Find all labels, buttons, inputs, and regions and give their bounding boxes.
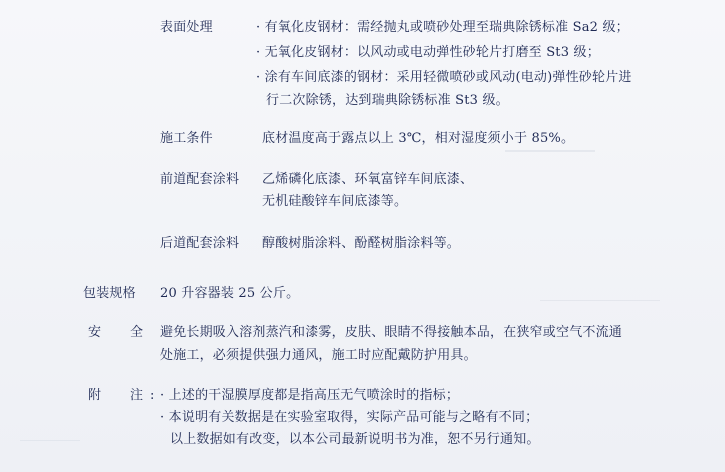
topcoat-text: 醇酸树脂涂料、酚醛树脂涂料等。	[262, 236, 461, 251]
notes-line-1: · 上述的干湿膜厚度都是指高压无气喷涂时的指标；	[160, 388, 460, 403]
notes-label-left: 附	[88, 388, 102, 403]
surface-item-2: · 无氧化皮钢材：以风动或电动弹性砂轮片打磨至 St3 级；	[256, 45, 600, 60]
notes-line-2: · 本说明有关数据是在实验室取得，实际产品可能与之略有不同；	[160, 410, 539, 425]
packaging-label: 包装规格	[83, 286, 136, 301]
primer-label: 前道配套涂料	[160, 172, 240, 187]
safety-label-right: 全	[130, 325, 144, 340]
safety-line-1: 避免长期吸入溶剂蒸汽和漆雾，皮肤、眼睛不得接触本品，在狭窄或空气不流通	[160, 325, 623, 340]
primer-line-2: 无机硅酸锌车间底漆等。	[262, 194, 408, 209]
notes-line-3: 以上数据如有改变，以本公司最新说明书为准，恕不另行通知。	[170, 432, 540, 447]
surface-label: 表面处理	[160, 20, 213, 35]
bleed-through-mark	[505, 150, 595, 152]
conditions-label: 施工条件	[160, 131, 213, 146]
surface-item-3: · 涂有车间底漆的钢材：采用轻微喷砂或风动(电动)弹性砂轮片进	[256, 70, 632, 85]
packaging-text: 20 升容器装 25 公斤。	[160, 286, 300, 301]
notes-label-right: 注	[130, 388, 144, 403]
surface-item-3-cont: 行二次除锈，达到瑞典除锈标准 St3 级。	[266, 93, 509, 108]
bleed-through-mark	[540, 300, 660, 301]
bleed-through-mark	[20, 440, 80, 441]
conditions-text: 底材温度高于露点以上 3℃，相对湿度须小于 85%。	[262, 131, 575, 146]
safety-label-left: 安	[88, 325, 102, 340]
safety-line-2: 处施工，必须提供强力通风，施工时应配戴防护用具。	[160, 348, 477, 363]
primer-line-1: 乙烯磷化底漆、环氧富锌车间底漆、	[262, 172, 474, 187]
surface-item-1: · 有氧化皮钢材：需经抛丸或喷砂处理至瑞典除锈标准 Sa2 级；	[256, 20, 629, 35]
topcoat-label: 后道配套涂料	[160, 236, 240, 251]
notes-colon: :	[150, 388, 155, 403]
